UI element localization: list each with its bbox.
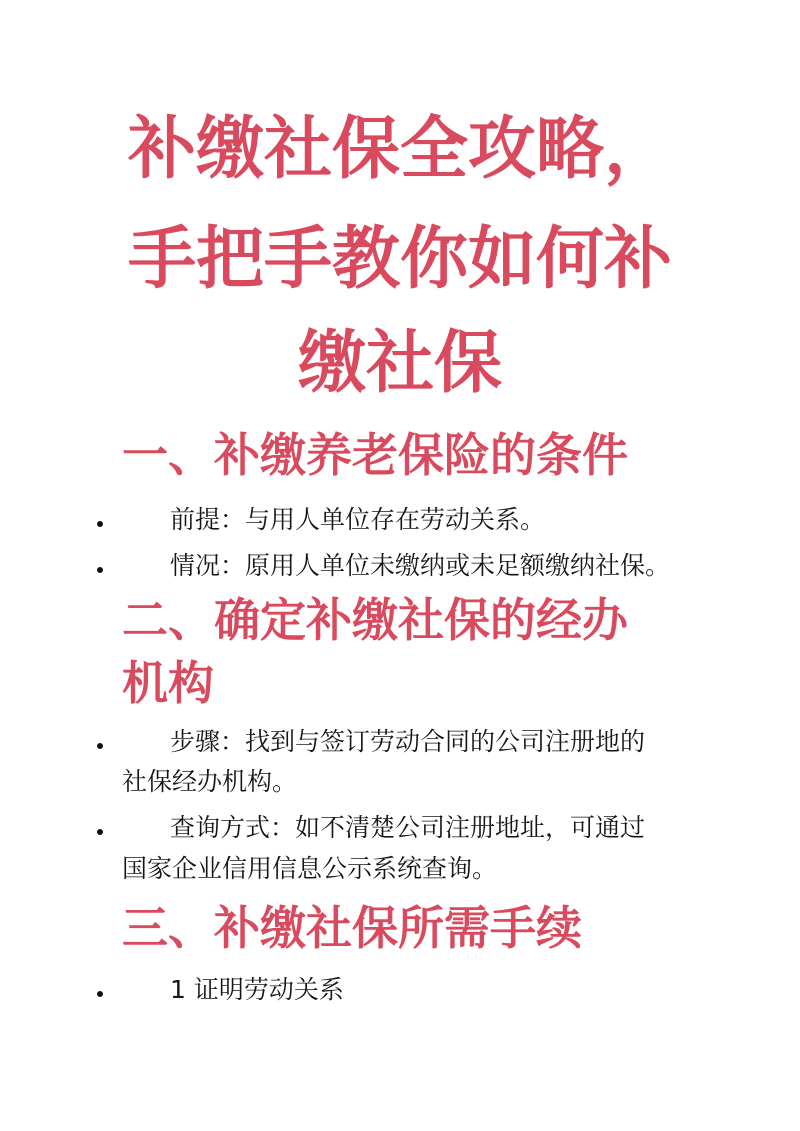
- bullet-icon: [97, 991, 103, 997]
- section-2-item-1-line-1: 步骤：找到与签订劳动合同的公司注册地的: [170, 727, 646, 756]
- section-1-item-1: 前提：与用人单位存在劳动关系。: [170, 505, 546, 534]
- section-1-item-2: 情况：原用人单位未缴纳或未足额缴纳社保。: [170, 551, 671, 580]
- section-3-item-1: 1 证明劳动关系: [170, 975, 344, 1004]
- bullet-icon: [97, 567, 103, 573]
- section-2-heading-line-2: 机构: [122, 656, 214, 710]
- section-2-item-2-line-1: 查询方式：如不清楚公司注册地址，可通过: [170, 813, 646, 842]
- bullet-icon: [97, 829, 103, 835]
- main-title-line-1: 补缴社保全攻略，: [127, 110, 672, 189]
- section-2-item-2-line-2: 国家企业信用信息公示系统查询。: [122, 854, 498, 883]
- bullet-icon: [97, 521, 103, 527]
- section-1-heading: 一、补缴养老保险的条件: [122, 428, 628, 482]
- bullet-icon: [97, 743, 103, 749]
- main-title-line-2: 手把手教你如何补: [127, 220, 672, 299]
- section-2-item-1-line-2: 社保经办机构。: [122, 767, 298, 796]
- section-2-heading-line-1: 二、确定补缴社保的经办: [122, 593, 628, 647]
- section-3-heading: 三、补缴社保所需手续: [122, 901, 582, 955]
- main-title-line-3: 缴社保: [297, 324, 502, 403]
